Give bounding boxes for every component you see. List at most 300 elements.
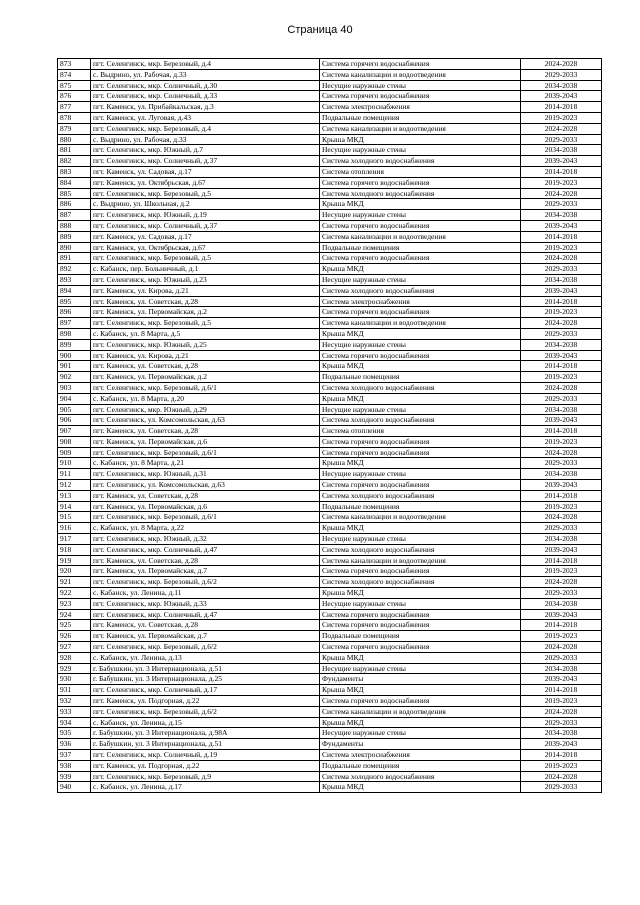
period-cell: 2034-2038 (521, 339, 602, 350)
work-type-cell: Крыша МКД (320, 199, 521, 210)
table-row (58, 382, 602, 393)
period-cell: 2019-2023 (521, 436, 602, 447)
address-cell: с. Кабанск, ул. 8 Марта, д.21 (91, 458, 320, 469)
table-row (58, 555, 602, 566)
table-row (58, 566, 602, 577)
work-type-cell: Система канализации и водоотведения (320, 69, 521, 80)
work-type-cell: Несущие наружные стены (320, 663, 521, 674)
period-cell: 2039-2043 (521, 220, 602, 231)
table-row (58, 231, 602, 242)
table-row (58, 318, 602, 329)
address-cell: пгт. Каменск, ул. Советская, д.28 (91, 490, 320, 501)
work-type-cell: Система холодного водоснабжения (320, 544, 521, 555)
work-type-cell: Несущие наружные стены (320, 728, 521, 739)
table-row (58, 523, 602, 534)
table-row (58, 760, 602, 771)
table-row (58, 307, 602, 318)
address-cell: пгт. Каменск, ул. Кирова, д.21 (91, 285, 320, 296)
row-number: 931 (58, 685, 91, 696)
table-row (58, 199, 602, 210)
row-number: 877 (58, 102, 91, 113)
period-cell: 2034-2038 (521, 598, 602, 609)
work-type-cell: Система канализации и водоотведения (320, 318, 521, 329)
row-number: 889 (58, 231, 91, 242)
address-cell: с. Выдрино, ул. Рабочая, д.33 (91, 134, 320, 145)
address-cell: пгт. Селенгинск, мкр. Южный, д.32 (91, 534, 320, 545)
address-cell: пгт. Селенгинск, мкр. Солнечный, д.37 (91, 220, 320, 231)
period-cell: 2034-2038 (521, 145, 602, 156)
table-row (58, 361, 602, 372)
table-row (58, 102, 602, 113)
address-cell: пгт. Каменск, ул. Кирова, д.21 (91, 350, 320, 361)
address-cell: пгт. Каменск, ул. Первомайская, д.7 (91, 631, 320, 642)
row-number: 905 (58, 404, 91, 415)
address-cell: с. Кабанск, ул. Ленина, д.11 (91, 588, 320, 599)
table-row (58, 534, 602, 545)
work-type-cell: Система холодного водоснабжения (320, 382, 521, 393)
period-cell: 2014-2018 (521, 685, 602, 696)
table-row (58, 447, 602, 458)
table-row (58, 220, 602, 231)
work-type-cell: Крыша МКД (320, 652, 521, 663)
work-type-cell: Система отопления (320, 166, 521, 177)
address-cell: пгт. Селенгинск, ул. Комсомольская, д.63 (91, 480, 320, 491)
address-cell: пгт. Селенгинск, мкр. Солнечный, д.37 (91, 156, 320, 167)
table-row (58, 771, 602, 782)
row-number: 885 (58, 188, 91, 199)
table-row (58, 685, 602, 696)
work-type-cell: Система канализации и водоотведения (320, 123, 521, 134)
period-cell: 2029-2033 (521, 134, 602, 145)
address-cell: пгт. Селенгинск, мкр. Березовый, д.6/1 (91, 382, 320, 393)
period-cell: 2019-2023 (521, 112, 602, 123)
period-cell: 2019-2023 (521, 631, 602, 642)
row-number: 892 (58, 264, 91, 275)
table-row (58, 393, 602, 404)
address-cell: пгт. Каменск, ул. Подгорная, д.22 (91, 760, 320, 771)
address-cell: пгт. Каменск, ул. Первомайская, д.2 (91, 372, 320, 383)
table-row (58, 59, 602, 70)
address-cell: пгт. Селенгинск, мкр. Березовый, д.5 (91, 253, 320, 264)
row-number: 916 (58, 523, 91, 534)
work-type-cell: Несущие наружные стены (320, 145, 521, 156)
address-cell: пгт. Каменск, ул. Первомайская, д.6 (91, 501, 320, 512)
address-cell: пгт. Селенгинск, мкр. Южный, д.7 (91, 145, 320, 156)
row-number: 876 (58, 91, 91, 102)
table-row (58, 123, 602, 134)
row-number: 922 (58, 588, 91, 599)
row-number: 912 (58, 480, 91, 491)
row-number: 921 (58, 577, 91, 588)
period-cell: 2024-2028 (521, 447, 602, 458)
row-number: 884 (58, 177, 91, 188)
period-cell: 2039-2043 (521, 415, 602, 426)
row-number: 878 (58, 112, 91, 123)
address-cell: пгт. Каменск, ул. Советская, д.28 (91, 620, 320, 631)
work-type-cell: Система горячего водоснабжения (320, 480, 521, 491)
row-number: 915 (58, 512, 91, 523)
period-cell: 2019-2023 (521, 242, 602, 253)
work-type-cell: Несущие наружные стены (320, 534, 521, 545)
table-row (58, 339, 602, 350)
table-row (58, 415, 602, 426)
table-row (58, 620, 602, 631)
row-number: 880 (58, 134, 91, 145)
row-number: 924 (58, 609, 91, 620)
row-number: 888 (58, 220, 91, 231)
period-cell: 2029-2033 (521, 717, 602, 728)
period-cell: 2039-2043 (521, 609, 602, 620)
period-cell: 2019-2023 (521, 372, 602, 383)
period-cell: 2029-2033 (521, 199, 602, 210)
table-row (58, 210, 602, 221)
period-cell: 2039-2043 (521, 156, 602, 167)
row-number: 911 (58, 469, 91, 480)
row-number: 928 (58, 652, 91, 663)
address-cell: пгт. Каменск, ул. Первомайская, д.7 (91, 566, 320, 577)
work-type-cell: Система горячего водоснабжения (320, 177, 521, 188)
row-number: 918 (58, 544, 91, 555)
period-cell: 2039-2043 (521, 739, 602, 750)
period-cell: 2024-2028 (521, 123, 602, 134)
table-row (58, 436, 602, 447)
row-number: 919 (58, 555, 91, 566)
period-cell: 2034-2038 (521, 404, 602, 415)
period-cell: 2039-2043 (521, 350, 602, 361)
address-cell: пгт. Каменск, ул. Первомайская, д.2 (91, 307, 320, 318)
row-number: 940 (58, 782, 91, 793)
period-cell: 2024-2028 (521, 188, 602, 199)
table-row (58, 717, 602, 728)
work-type-cell: Крыша МКД (320, 393, 521, 404)
work-type-cell: Система электроснабжения (320, 296, 521, 307)
period-cell: 2024-2028 (521, 318, 602, 329)
period-cell: 2039-2043 (521, 285, 602, 296)
period-cell: 2014-2018 (521, 361, 602, 372)
work-type-cell: Система холодного водоснабжения (320, 490, 521, 501)
table-body (58, 59, 602, 793)
row-number: 923 (58, 598, 91, 609)
table-row (58, 80, 602, 91)
work-type-cell: Система горячего водоснабжения (320, 436, 521, 447)
period-cell: 2039-2043 (521, 91, 602, 102)
work-type-cell: Крыша МКД (320, 685, 521, 696)
work-type-cell: Несущие наружные стены (320, 80, 521, 91)
address-cell: пгт. Селенгинск, мкр. Березовый, д.5 (91, 188, 320, 199)
row-number: 935 (58, 728, 91, 739)
period-cell: 2034-2038 (521, 534, 602, 545)
table-row (58, 544, 602, 555)
row-number: 875 (58, 80, 91, 91)
period-cell: 2019-2023 (521, 760, 602, 771)
table-row (58, 112, 602, 123)
address-cell: с. Выдрино, ул. Школьная, д.2 (91, 199, 320, 210)
address-cell: пгт. Селенгинск, мкр. Солнечный, д.47 (91, 609, 320, 620)
row-number: 883 (58, 166, 91, 177)
row-number: 901 (58, 361, 91, 372)
row-number: 913 (58, 490, 91, 501)
row-number: 873 (58, 59, 91, 70)
row-number: 894 (58, 285, 91, 296)
table-row (58, 177, 602, 188)
address-cell: пгт. Каменск, ул. Первомайская, д.6 (91, 436, 320, 447)
work-type-cell: Крыша МКД (320, 717, 521, 728)
row-number: 899 (58, 339, 91, 350)
period-cell: 2039-2043 (521, 480, 602, 491)
table-row (58, 663, 602, 674)
address-cell: пгт. Селенгинск, мкр. Березовый, д.6/1 (91, 512, 320, 523)
row-number: 917 (58, 534, 91, 545)
address-cell: пгт. Селенгинск, мкр. Южный, д.33 (91, 598, 320, 609)
work-type-cell: Подвальные помещения (320, 760, 521, 771)
work-type-cell: Система горячего водоснабжения (320, 609, 521, 620)
work-type-cell: Система холодного водоснабжения (320, 771, 521, 782)
work-type-cell: Фундаменты (320, 739, 521, 750)
table-row (58, 350, 602, 361)
address-cell: пгт. Селенгинск, мкр. Южный, д.19 (91, 210, 320, 221)
work-type-cell: Несущие наружные стены (320, 339, 521, 350)
row-number: 890 (58, 242, 91, 253)
table-row (58, 253, 602, 264)
row-number: 879 (58, 123, 91, 134)
period-cell: 2034-2038 (521, 663, 602, 674)
work-type-cell: Система холодного водоснабжения (320, 415, 521, 426)
address-cell: пгт. Селенгинск, мкр. Березовый, д.6/2 (91, 642, 320, 653)
work-type-cell: Система холодного водоснабжения (320, 285, 521, 296)
row-number: 908 (58, 436, 91, 447)
row-number: 933 (58, 706, 91, 717)
work-type-cell: Крыша МКД (320, 134, 521, 145)
row-number: 936 (58, 739, 91, 750)
period-cell: 2014-2018 (521, 620, 602, 631)
work-type-cell: Подвальные помещения (320, 372, 521, 383)
work-type-cell: Несущие наружные стены (320, 598, 521, 609)
work-type-cell: Система электроснабжения (320, 102, 521, 113)
period-cell: 2029-2033 (521, 393, 602, 404)
work-type-cell: Подвальные помещения (320, 631, 521, 642)
row-number: 882 (58, 156, 91, 167)
row-number: 891 (58, 253, 91, 264)
address-cell: пгт. Каменск, ул. Садовая, д.17 (91, 231, 320, 242)
work-type-cell: Система канализации и водоотведения (320, 555, 521, 566)
period-cell: 2029-2033 (521, 523, 602, 534)
row-number: 927 (58, 642, 91, 653)
table-row (58, 750, 602, 761)
table-row (58, 706, 602, 717)
table-row (58, 577, 602, 588)
address-cell: пгт. Селенгинск, мкр. Березовый, д.6/2 (91, 577, 320, 588)
address-cell: пгт. Селенгинск, ул. Комсомольская, д.63 (91, 415, 320, 426)
table-row (58, 296, 602, 307)
work-type-cell: Система горячего водоснабжения (320, 253, 521, 264)
work-type-cell: Система отопления (320, 426, 521, 437)
work-type-cell: Крыша МКД (320, 458, 521, 469)
address-cell: пгт. Каменск, ул. Прибайкальская, д.3 (91, 102, 320, 113)
row-number: 906 (58, 415, 91, 426)
row-number: 934 (58, 717, 91, 728)
period-cell: 2014-2018 (521, 166, 602, 177)
row-number: 900 (58, 350, 91, 361)
address-cell: пгт. Селенгинск, мкр. Солнечный, д.17 (91, 685, 320, 696)
period-cell: 2024-2028 (521, 512, 602, 523)
address-cell: пгт. Селенгинск, мкр. Березовый, д.4 (91, 123, 320, 134)
period-cell: 2034-2038 (521, 80, 602, 91)
address-cell: пгт. Каменск, ул. Октябрьская, д.67 (91, 242, 320, 253)
work-type-cell: Крыша МКД (320, 328, 521, 339)
work-type-cell: Несущие наружные стены (320, 210, 521, 221)
row-number: 902 (58, 372, 91, 383)
period-cell: 2034-2038 (521, 728, 602, 739)
address-cell: г. Бабушкин, ул. 3 Интернационала, д.51 (91, 663, 320, 674)
table-row (58, 458, 602, 469)
address-cell: пгт. Селенгинск, мкр. Березовый, д.9 (91, 771, 320, 782)
row-number: 895 (58, 296, 91, 307)
work-type-cell: Система горячего водоснабжения (320, 307, 521, 318)
address-cell: пгт. Селенгинск, мкр. Солнечный, д.30 (91, 80, 320, 91)
address-cell: с. Кабанск, ул. 8 Марта, д.20 (91, 393, 320, 404)
page-title: Страница 40 (287, 24, 353, 36)
table-row (58, 739, 602, 750)
work-type-cell: Крыша МКД (320, 782, 521, 793)
period-cell: 2039-2043 (521, 674, 602, 685)
address-cell: с. Кабанск, ул. Ленина, д.17 (91, 782, 320, 793)
period-cell: 2029-2033 (521, 328, 602, 339)
work-type-cell: Крыша МКД (320, 588, 521, 599)
work-type-cell: Система горячего водоснабжения (320, 350, 521, 361)
row-number: 898 (58, 328, 91, 339)
address-cell: пгт. Каменск, ул. Луговая, д.43 (91, 112, 320, 123)
work-type-cell: Несущие наружные стены (320, 274, 521, 285)
table-row (58, 91, 602, 102)
period-cell: 2034-2038 (521, 274, 602, 285)
table-row (58, 728, 602, 739)
table-row (58, 145, 602, 156)
row-number: 907 (58, 426, 91, 437)
period-cell: 2019-2023 (521, 307, 602, 318)
period-cell: 2034-2038 (521, 469, 602, 480)
table-row (58, 490, 602, 501)
period-cell: 2019-2023 (521, 696, 602, 707)
row-number: 932 (58, 696, 91, 707)
address-cell: г. Бабушкин, ул. 3 Интернационала, д.98А (91, 728, 320, 739)
period-cell: 2019-2023 (521, 501, 602, 512)
table-row (58, 609, 602, 620)
address-cell: г. Бабушкин, ул. 3 Интернационала, д.25 (91, 674, 320, 685)
work-type-cell: Система горячего водоснабжения (320, 696, 521, 707)
table-row (58, 264, 602, 275)
period-cell: 2039-2043 (521, 544, 602, 555)
row-number: 910 (58, 458, 91, 469)
table-row (58, 426, 602, 437)
row-number: 909 (58, 447, 91, 458)
row-number: 893 (58, 274, 91, 285)
address-cell: пгт. Селенгинск, мкр. Березовый, д.6/1 (91, 447, 320, 458)
address-cell: пгт. Каменск, ул. Советская, д.28 (91, 555, 320, 566)
table-row (58, 274, 602, 285)
period-cell: 2029-2033 (521, 652, 602, 663)
period-cell: 2029-2033 (521, 588, 602, 599)
period-cell: 2024-2028 (521, 771, 602, 782)
table-row (58, 652, 602, 663)
period-cell: 2014-2018 (521, 102, 602, 113)
period-cell: 2024-2028 (521, 382, 602, 393)
work-type-cell: Система горячего водоснабжения (320, 59, 521, 70)
table-row (58, 285, 602, 296)
period-cell: 2014-2018 (521, 426, 602, 437)
address-cell: пгт. Селенгинск, мкр. Березовый, д.5 (91, 318, 320, 329)
table-row (58, 404, 602, 415)
row-number: 874 (58, 69, 91, 80)
work-type-cell: Система холодного водоснабжения (320, 188, 521, 199)
table-row (58, 134, 602, 145)
row-number: 886 (58, 199, 91, 210)
address-cell: пгт. Селенгинск, мкр. Южный, д.23 (91, 274, 320, 285)
row-number: 937 (58, 750, 91, 761)
table-row (58, 242, 602, 253)
period-cell: 2024-2028 (521, 253, 602, 264)
table-row (58, 69, 602, 80)
address-cell: пгт. Каменск, ул. Октябрьская, д.67 (91, 177, 320, 188)
row-number: 897 (58, 318, 91, 329)
work-type-cell: Система горячего водоснабжения (320, 91, 521, 102)
row-number: 926 (58, 631, 91, 642)
work-type-cell: Система холодного водоснабжения (320, 156, 521, 167)
repair-schedule-table (57, 58, 602, 793)
row-number: 920 (58, 566, 91, 577)
work-type-cell: Крыша МКД (320, 264, 521, 275)
table-row (58, 480, 602, 491)
work-type-cell: Подвальные помещения (320, 242, 521, 253)
address-cell: с. Кабанск, пер. Больничный, д.1 (91, 264, 320, 275)
period-cell: 2029-2033 (521, 69, 602, 80)
table-row (58, 166, 602, 177)
period-cell: 2014-2018 (521, 296, 602, 307)
work-type-cell: Система горячего водоснабжения (320, 620, 521, 631)
address-cell: с. Кабанск, ул. Ленина, д.15 (91, 717, 320, 728)
row-number: 938 (58, 760, 91, 771)
work-type-cell: Система горячего водоснабжения (320, 447, 521, 458)
work-type-cell: Система горячего водоснабжения (320, 220, 521, 231)
work-type-cell: Система холодного водоснабжения (320, 577, 521, 588)
work-type-cell: Фундаменты (320, 674, 521, 685)
period-cell: 2029-2033 (521, 264, 602, 275)
address-cell: пгт. Селенгинск, мкр. Солнечный, д.19 (91, 750, 320, 761)
row-number: 904 (58, 393, 91, 404)
row-number: 881 (58, 145, 91, 156)
address-cell: пгт. Селенгинск, мкр. Березовый, д.6/2 (91, 706, 320, 717)
row-number: 914 (58, 501, 91, 512)
table-row (58, 631, 602, 642)
period-cell: 2019-2023 (521, 566, 602, 577)
row-number: 896 (58, 307, 91, 318)
work-type-cell: Крыша МКД (320, 523, 521, 534)
address-cell: пгт. Селенгинск, мкр. Солнечный, д.47 (91, 544, 320, 555)
address-cell: пгт. Селенгинск, мкр. Солнечный, д.33 (91, 91, 320, 102)
table-row (58, 588, 602, 599)
work-type-cell: Система канализации и водоотведения (320, 706, 521, 717)
work-type-cell: Несущие наружные стены (320, 469, 521, 480)
address-cell: г. Бабушкин, ул. 3 Интернационала, д.51 (91, 739, 320, 750)
period-cell: 2024-2028 (521, 59, 602, 70)
table-row (58, 372, 602, 383)
table-row (58, 328, 602, 339)
table-row (58, 188, 602, 199)
period-cell: 2014-2018 (521, 490, 602, 501)
work-type-cell: Система канализации и водоотведения (320, 231, 521, 242)
work-type-cell: Подвальные помещения (320, 501, 521, 512)
work-type-cell: Подвальные помещения (320, 112, 521, 123)
address-cell: пгт. Селенгинск, мкр. Южный, д.29 (91, 404, 320, 415)
